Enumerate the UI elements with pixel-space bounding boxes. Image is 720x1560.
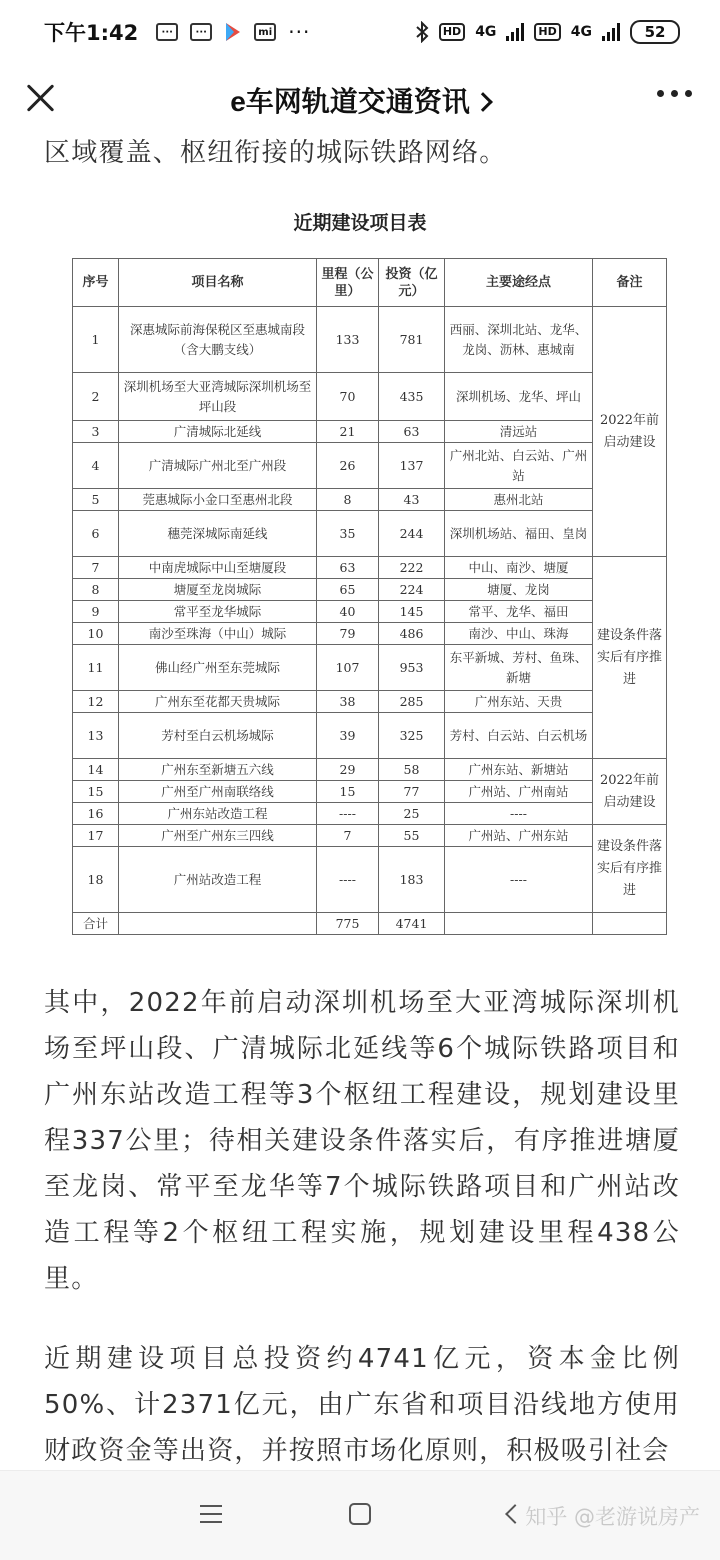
hd-badge-2: HD [534, 23, 560, 41]
status-bar [0, 0, 720, 64]
table-cell: 35 [317, 511, 379, 557]
table-cell: 79 [317, 623, 379, 645]
table-cell: 26 [317, 443, 379, 489]
table-cell: 芳村至白云机场城际 [119, 713, 317, 759]
table-row [73, 373, 667, 421]
table-cell: 21 [317, 421, 379, 443]
table-cell: 107 [317, 645, 379, 691]
mi-icon: mi [254, 23, 276, 41]
watermark: 知乎 @老游说房产 [525, 1505, 700, 1529]
column-header: 备注 [593, 259, 667, 307]
table-cell: 清远站 [445, 421, 593, 443]
paragraph: 区域覆盖、枢纽衔接的城际铁路网络。 [44, 138, 507, 168]
table-row [73, 489, 667, 511]
table-row [73, 307, 667, 373]
table-cell: 塘厦、龙岗 [445, 579, 593, 601]
table-row [73, 623, 667, 645]
table-cell: 29 [317, 759, 379, 781]
table-cell: 435 [379, 373, 445, 421]
table-cell: 2 [73, 373, 119, 421]
table-cell: 南沙、中山、珠海 [445, 623, 593, 645]
table-cell: 17 [73, 825, 119, 847]
table-cell: 15 [317, 781, 379, 803]
table-cell: 莞惠城际小金口至惠州北段 [119, 489, 317, 511]
table-cell: ---- [317, 803, 379, 825]
table-cell: 775 [317, 913, 379, 935]
table-cell: 15 [73, 781, 119, 803]
table-cell: 8 [73, 579, 119, 601]
column-header: 项目名称 [119, 259, 317, 307]
battery-icon: 52 [630, 20, 680, 44]
table-cell: 953 [379, 645, 445, 691]
table-cell: 穗莞深城际南延线 [119, 511, 317, 557]
table-row [73, 759, 667, 781]
table-cell: 16 [73, 803, 119, 825]
table-cell: 7 [317, 825, 379, 847]
table-cell: 77 [379, 781, 445, 803]
table-cell: 12 [73, 691, 119, 713]
account-title-link[interactable] [230, 80, 490, 120]
table-cell: 285 [379, 691, 445, 713]
table-cell: 广州至广州东三四线 [119, 825, 317, 847]
table-row [73, 443, 667, 489]
table-row [73, 557, 667, 579]
network-type-2: 4G [570, 24, 592, 40]
message-icon: ··· [190, 23, 212, 41]
table-cell: 中南虎城际中山至塘厦段 [119, 557, 317, 579]
table-cell: 广州站、广州东站 [445, 825, 593, 847]
table-cell: 塘厦至龙岗城际 [119, 579, 317, 601]
table-cell: 9 [73, 601, 119, 623]
table-cell: 58 [379, 759, 445, 781]
paragraph: 其中，2022年前启动深圳机场至大亚湾城际深圳机场至坪山段、广清城际北延线等6个城际铁路项目和广州东站改造工程等3个枢纽工程建设，规划建设里程337公里；待相关建设条件落实后，有序推进塘厦至龙岗、常平至龙华等7个城际铁路项目和广州站改造工程等2个枢纽工程实施，规划建设里程438公里。 [44, 988, 680, 1294]
table-cell: 65 [317, 579, 379, 601]
table-cell: 常平至龙华城际 [119, 601, 317, 623]
table-cell: 深圳机场、龙华、坪山 [445, 373, 593, 421]
table-cell: 广州东站、新塘站 [445, 759, 593, 781]
table-cell: 40 [317, 601, 379, 623]
table-cell [445, 913, 593, 935]
table-row [73, 825, 667, 847]
table-cell: 广清城际广州北至广州段 [119, 443, 317, 489]
table-cell: 11 [73, 645, 119, 691]
project-table [72, 258, 667, 935]
navigation-bar [0, 1470, 720, 1560]
column-header: 序号 [73, 259, 119, 307]
status-time: 下午1:42 [44, 21, 139, 45]
hd-badge: HD [439, 23, 465, 41]
table-cell: 145 [379, 601, 445, 623]
page-title: e车网轨道交通资讯 [230, 86, 470, 117]
table-cell: ---- [445, 847, 593, 913]
table-cell: 222 [379, 557, 445, 579]
table-cell: 6 [73, 511, 119, 557]
table-cell: 63 [379, 421, 445, 443]
column-header: 主要途经点 [445, 259, 593, 307]
table-cell: 芳村、白云站、白云机场 [445, 713, 593, 759]
table-cell: 常平、龙华、福田 [445, 601, 593, 623]
signal-icon [602, 23, 620, 41]
message-icon: ··· [156, 23, 178, 41]
notification-icons [156, 20, 310, 44]
table-cell: 39 [317, 713, 379, 759]
more-notifications: ··· [288, 20, 311, 44]
table-cell: 广州北站、白云站、广州站 [445, 443, 593, 489]
table-cell: 224 [379, 579, 445, 601]
status-right [415, 20, 680, 44]
chevron-right-icon [473, 92, 493, 112]
table-cell [119, 913, 317, 935]
table-cell: 14 [73, 759, 119, 781]
column-header: 投资（亿元） [379, 259, 445, 307]
remark-cell: 建设条件落实后有序推进 [593, 825, 667, 913]
table-cell: 7 [73, 557, 119, 579]
table-cell: 43 [379, 489, 445, 511]
table-cell: 广州东至新塘五六线 [119, 759, 317, 781]
table-row [73, 781, 667, 803]
table-row [73, 511, 667, 557]
table-cell: 244 [379, 511, 445, 557]
signal-icon [506, 23, 524, 41]
table-cell: 325 [379, 713, 445, 759]
paragraph: 近期建设项目总投资约4741亿元，资本金比例50%、计2371亿元，由广东省和项目沿线地方使用财政资金等出资，并按照市场化原则，积极吸引社会 [44, 1344, 680, 1466]
table-cell: 东平新城、芳村、鱼珠、新塘 [445, 645, 593, 691]
table-cell: ---- [445, 803, 593, 825]
table-cell: 4 [73, 443, 119, 489]
table-cell: 13 [73, 713, 119, 759]
table-cell: 4741 [379, 913, 445, 935]
table-cell: 55 [379, 825, 445, 847]
table-cell: 133 [317, 307, 379, 373]
table-cell: 广州东站、天贵 [445, 691, 593, 713]
table-cell: 惠州北站 [445, 489, 593, 511]
column-header: 里程（公里） [317, 259, 379, 307]
table-total-row [73, 913, 667, 935]
table-row [73, 421, 667, 443]
table-row [73, 713, 667, 759]
table-cell: 南沙至珠海（中山）城际 [119, 623, 317, 645]
table-cell: 18 [73, 847, 119, 913]
table-cell: 8 [317, 489, 379, 511]
table-cell: 广州东站改造工程 [119, 803, 317, 825]
table-row [73, 847, 667, 913]
close-icon[interactable] [22, 80, 58, 116]
table-cell: 183 [379, 847, 445, 913]
table-cell: 广州站、广州南站 [445, 781, 593, 803]
table-cell: 广州东至花都天贵城际 [119, 691, 317, 713]
table-cell: 781 [379, 307, 445, 373]
article-content[interactable] [0, 136, 720, 1470]
table-row [73, 645, 667, 691]
table-cell: 1 [73, 307, 119, 373]
play-store-icon [224, 22, 242, 42]
table-cell: 10 [73, 623, 119, 645]
table-cell: 5 [73, 489, 119, 511]
table-cell: 137 [379, 443, 445, 489]
table-cell: 深圳机场至大亚湾城际深圳机场至坪山段 [119, 373, 317, 421]
table-row [73, 803, 667, 825]
table-cell: 深惠城际前海保税区至惠城南段（含大鹏支线） [119, 307, 317, 373]
bluetooth-icon [415, 21, 429, 43]
table-cell: 486 [379, 623, 445, 645]
table-cell: 中山、南沙、塘厦 [445, 557, 593, 579]
table-cell: 佛山经广州至东莞城际 [119, 645, 317, 691]
table-row [73, 579, 667, 601]
menu-icon[interactable] [200, 1505, 222, 1523]
table-cell: 深圳机场站、福田、皇岗 [445, 511, 593, 557]
table-row [73, 601, 667, 623]
more-icon[interactable] [657, 90, 692, 97]
table-cell: 25 [379, 803, 445, 825]
table-cell: 广清城际北延线 [119, 421, 317, 443]
table-cell: 合计 [73, 913, 119, 935]
table-cell: 广州站改造工程 [119, 847, 317, 913]
back-icon[interactable] [505, 1504, 525, 1524]
table-cell: ---- [317, 847, 379, 913]
remark-cell: 建设条件落实后有序推进 [593, 557, 667, 759]
table-cell: 63 [317, 557, 379, 579]
table-cell: 70 [317, 373, 379, 421]
table-cell [593, 913, 667, 935]
remark-cell: 2022年前启动建设 [593, 759, 667, 825]
table-row [73, 691, 667, 713]
network-type: 4G [475, 24, 497, 40]
table-cell: 38 [317, 691, 379, 713]
remark-cell: 2022年前启动建设 [593, 307, 667, 557]
table-header-row [73, 259, 667, 307]
table-cell: 3 [73, 421, 119, 443]
table-cell: 广州至广州南联络线 [119, 781, 317, 803]
home-icon[interactable] [349, 1503, 371, 1525]
table-cell: 西丽、深圳北站、龙华、龙岗、沥林、惠城南 [445, 307, 593, 373]
table-title: 近期建设项目表 [293, 212, 427, 234]
title-bar [0, 64, 720, 136]
